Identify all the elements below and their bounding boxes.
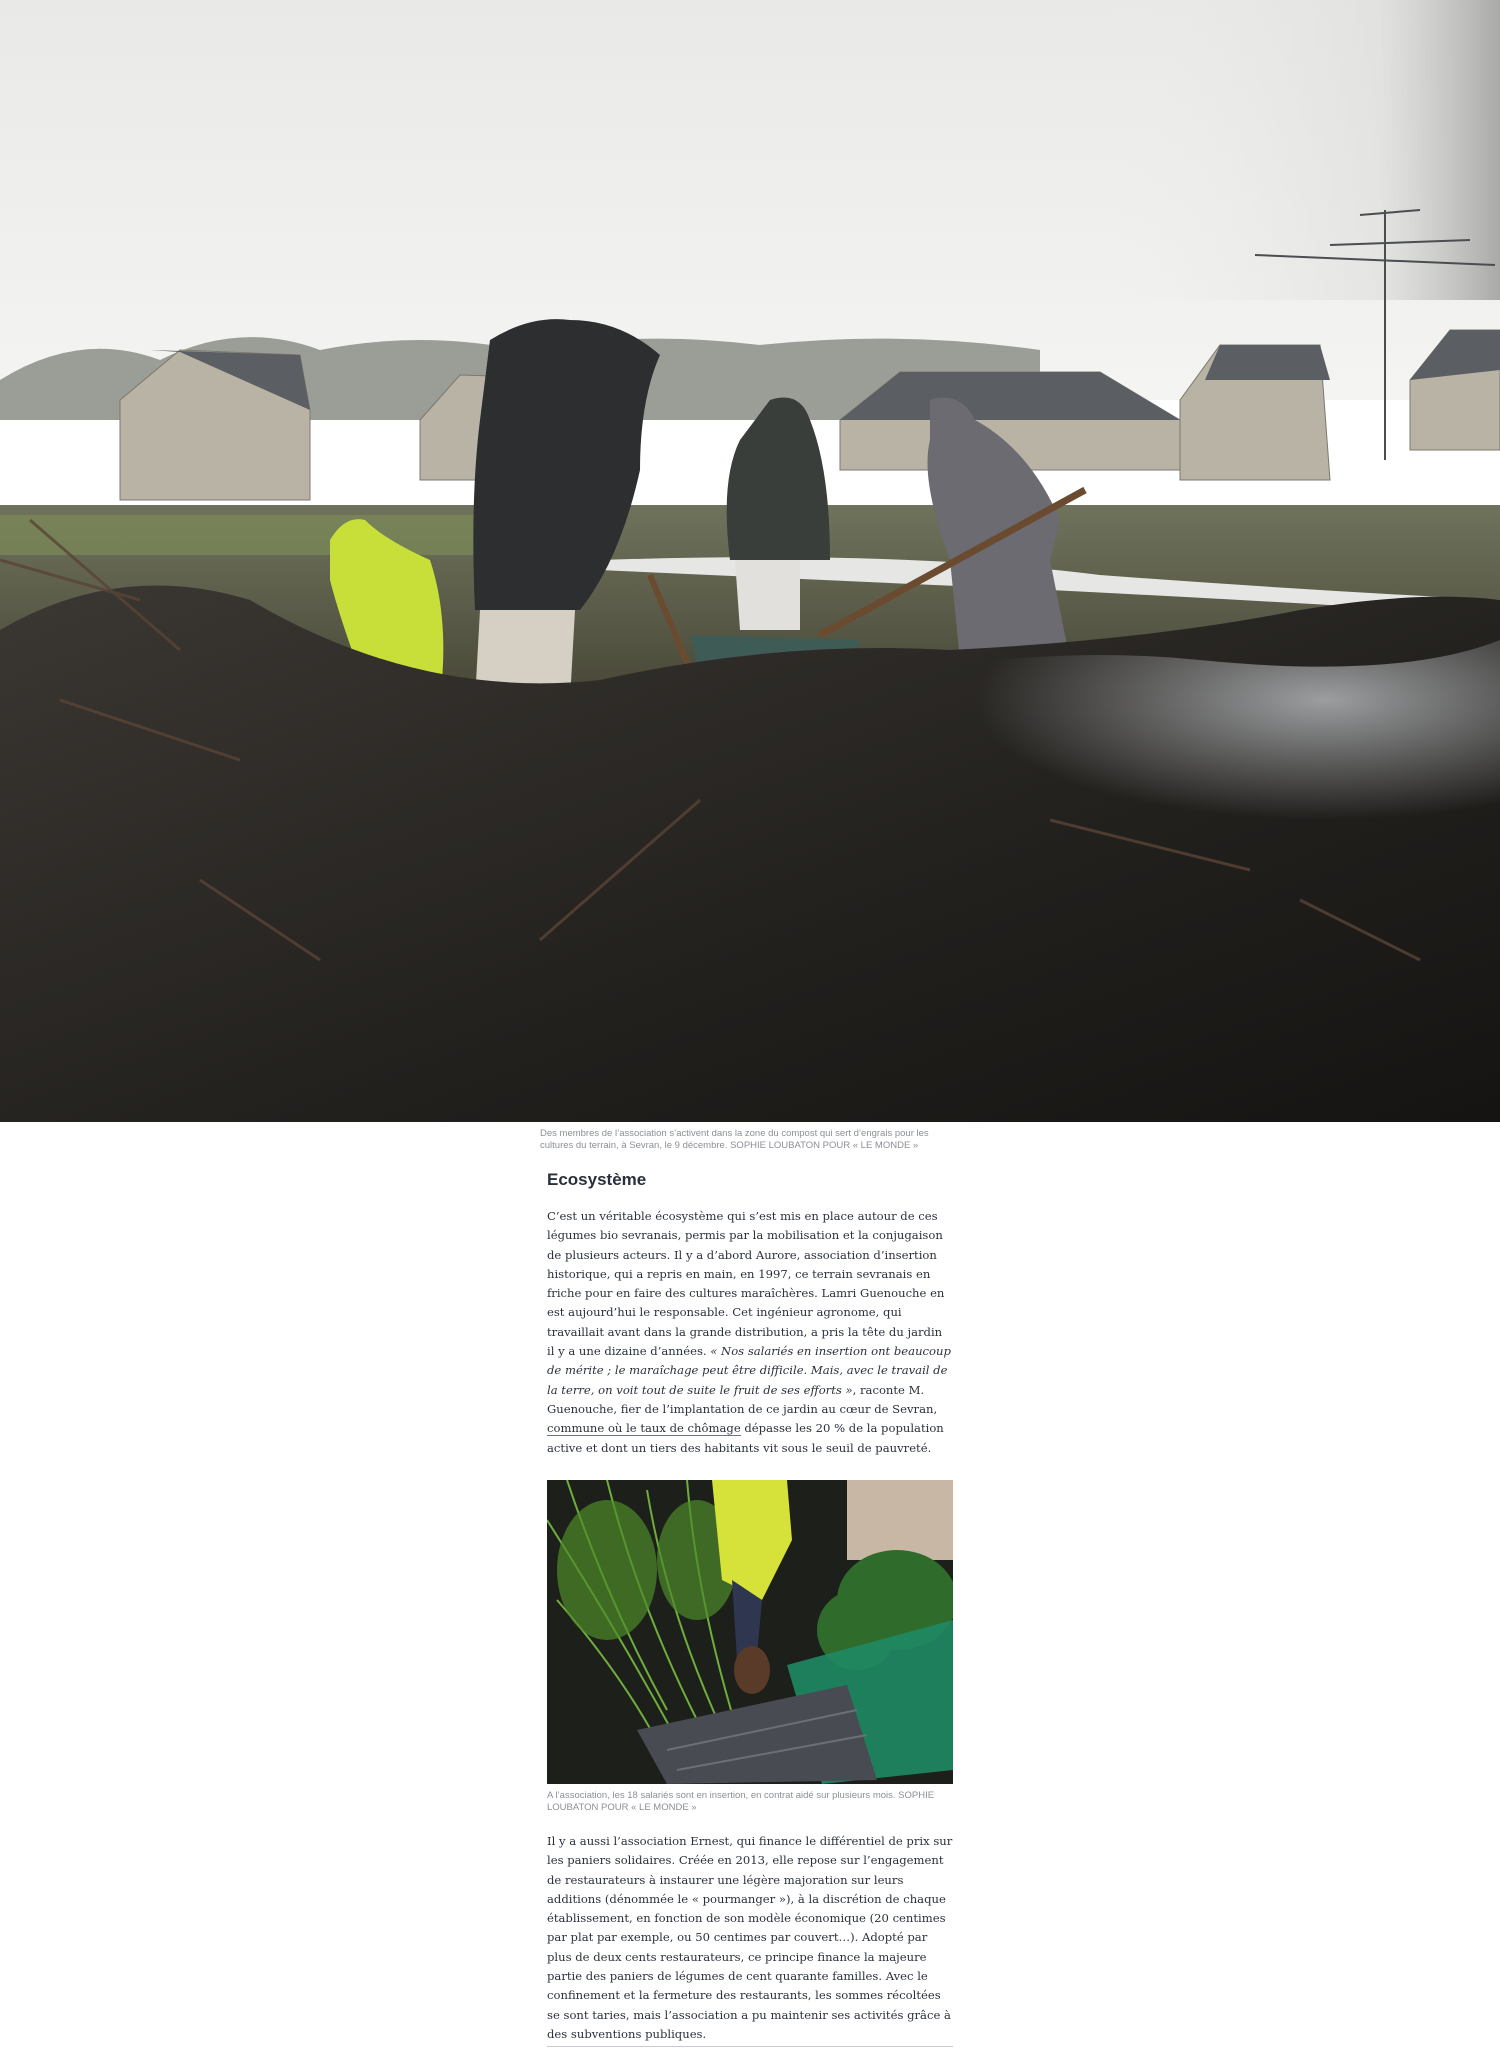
paragraph-1-part-2: , raconte M. Guenouche, fier de l’implantation de ce jardin au cœur de Sevran, — [547, 1382, 938, 1416]
vegetable-crates-photo — [547, 1480, 953, 1784]
section-divider — [547, 2046, 953, 2047]
commune-chomage-link[interactable]: commune où le taux de chômage — [547, 1421, 741, 1436]
paragraph-1-part-1: C’est un véritable écosystème qui s’est mis en place autour de ces légumes bio sevranais, permis par la mobilisation et la conjugaison de plusieurs acteurs. Il y a d’abord Aurore, association d’insertion historique, qui a repris en main, en 1997, ce terrain sevranais en friche pour en faire des cultures maraîchères. Lamri Guenouche en est aujourd’hui le responsable. Cet ingénieur agronome, qui travaillait avant dans la grande distribution, a pris la tête du jardin il y a une dizaine d’années. — [547, 1209, 945, 1359]
vegetable-crates-illustration — [547, 1480, 953, 1784]
hero-caption: Des membres de l’association s’activent dans la zone du compost qui sert d’engrais pour les cultures du terrain, à Sevran, le 9 décembre. SOPHIE LOUBATON POUR « LE MONDE » — [540, 1128, 929, 1151]
paragraph-1-text — [547, 1207, 953, 1458]
figure-2-caption: A l’association, les 18 salariés sont en insertion, en contrat aidé sur plusieurs mois. SOPHIE LOUBATON POUR « LE MONDE » — [547, 1790, 935, 1813]
guenouche-quote: « Nos salariés en insertion ont beaucoup de mérite ; le maraîchage peut être difficile. Mais, avec le travail de la terre, on voit tout de suite le fruit de ses efforts » — [547, 1344, 951, 1397]
article-paragraph-2 — [547, 1832, 953, 2044]
paragraph-2-text: Il y a aussi l’association Ernest, qui finance le différentiel de prix sur les paniers solidaires. Créée en 2013, elle repose sur l’engagement de restaurateurs à instaurer une légère majoration sur leurs additions (dénommée le « pourmanger »), à la discrétion de chaque établissement, en fonction de son modèle économique (20 centimes par plat par exemple, ou 50 centimes par couvert…). Adopté par plus de deux cents restaurateurs, ce principe finance la majeure partie des paniers de légumes de cent quarante familles. Avec le confinement et la fermeture des restaurants, les sommes récoltées se sont taries, mais l’association a pu maintenir ses activités grâce à des subventions publiques. — [547, 1834, 953, 2041]
paragraph-1-part-3: dépasse les 20 % de la population active et dont un tiers des habitants vit sous le seuil de pauvreté. — [547, 1421, 944, 1455]
section-title: Ecosystème — [547, 1170, 647, 1189]
article-paragraph-1 — [547, 1207, 953, 1458]
